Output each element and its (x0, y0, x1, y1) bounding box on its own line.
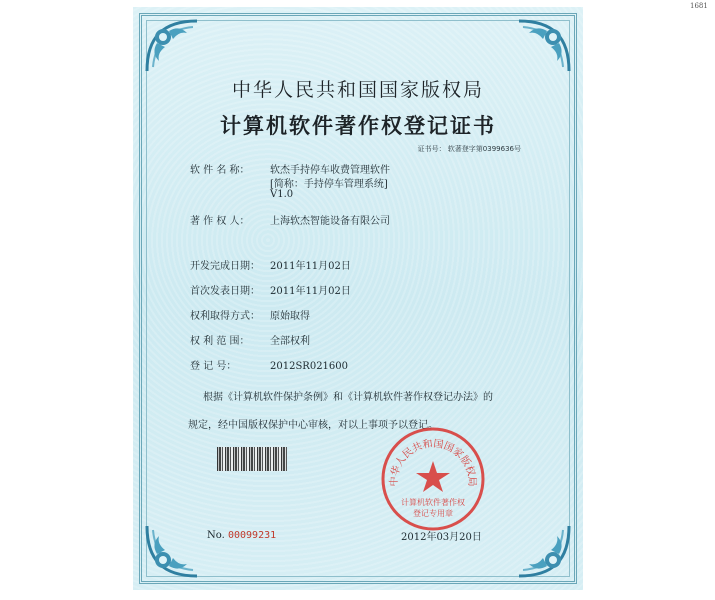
corner-ornament-icon (143, 522, 201, 580)
body-text-line-2: 规定，经中国版权保护中心审核，对以上事项予以登记。 (188, 420, 438, 431)
certificate-number (418, 144, 521, 154)
side-mark: 1681 (690, 2, 708, 10)
field-label: 开发完成日期： (190, 261, 260, 272)
field-first-publication-date (190, 282, 351, 297)
field-rights-scope (190, 332, 310, 347)
field-software-name (190, 161, 390, 176)
corner-ornament-icon (143, 17, 201, 75)
field-label: 权利取得方式： (190, 311, 260, 322)
field-label: 著 作 权 人： (190, 216, 250, 227)
seal-inner-line-2: 登记专用章 (413, 509, 453, 518)
field-label: 首次发表日期： (190, 286, 260, 297)
field-value: 全部权利 (270, 336, 310, 347)
field-value: 原始取得 (270, 311, 310, 322)
certificate-title: 计算机软件著作权登记证书 (220, 113, 496, 138)
software-short-name: [简称：手持停车管理系统] (270, 179, 388, 190)
serial-number (207, 530, 276, 541)
field-label: 登 记 号： (190, 361, 237, 372)
body-text-line-1: 根据《计算机软件保护条例》和《计算机软件著作权登记办法》的 (203, 392, 493, 403)
field-value: 2012SR021600 (270, 361, 349, 372)
serial-prefix: No. (207, 530, 225, 541)
corner-ornament-icon (515, 522, 573, 580)
official-seal (379, 425, 487, 533)
certificate-number-value: 软著登字第0399636号 (447, 145, 521, 153)
seal-outer-text: 中华人民共和国国家版权局 (388, 438, 478, 487)
star-icon (416, 461, 450, 492)
field-value: 2011年11月02日 (270, 261, 351, 272)
field-value: 上海软杰智能设备有限公司 (270, 216, 390, 227)
issuing-agency: 中华人民共和国国家版权局 (231, 79, 484, 101)
issue-date: 2012年03月20日 (401, 532, 482, 543)
barcode (217, 447, 287, 471)
software-version: V1.0 (270, 189, 294, 200)
certificate-number-label: 证书号： (417, 145, 446, 153)
field-acquisition-method (190, 307, 310, 322)
certificate (133, 7, 583, 590)
seal-inner-line-1: 计算机软件著作权 (401, 498, 465, 507)
corner-ornament-icon (515, 17, 573, 75)
field-label: 权 利 范 围： (190, 336, 250, 347)
field-completion-date (190, 257, 351, 272)
field-value: 软杰手持停车收费管理软件 (270, 165, 390, 176)
field-copyright-owner (190, 212, 390, 227)
serial-number-value: 00099231 (227, 530, 277, 541)
field-value: 2011年11月02日 (270, 286, 351, 297)
field-label: 软 件 名 称： (190, 165, 250, 176)
field-registration-number (190, 357, 348, 372)
inner-border (146, 20, 570, 577)
